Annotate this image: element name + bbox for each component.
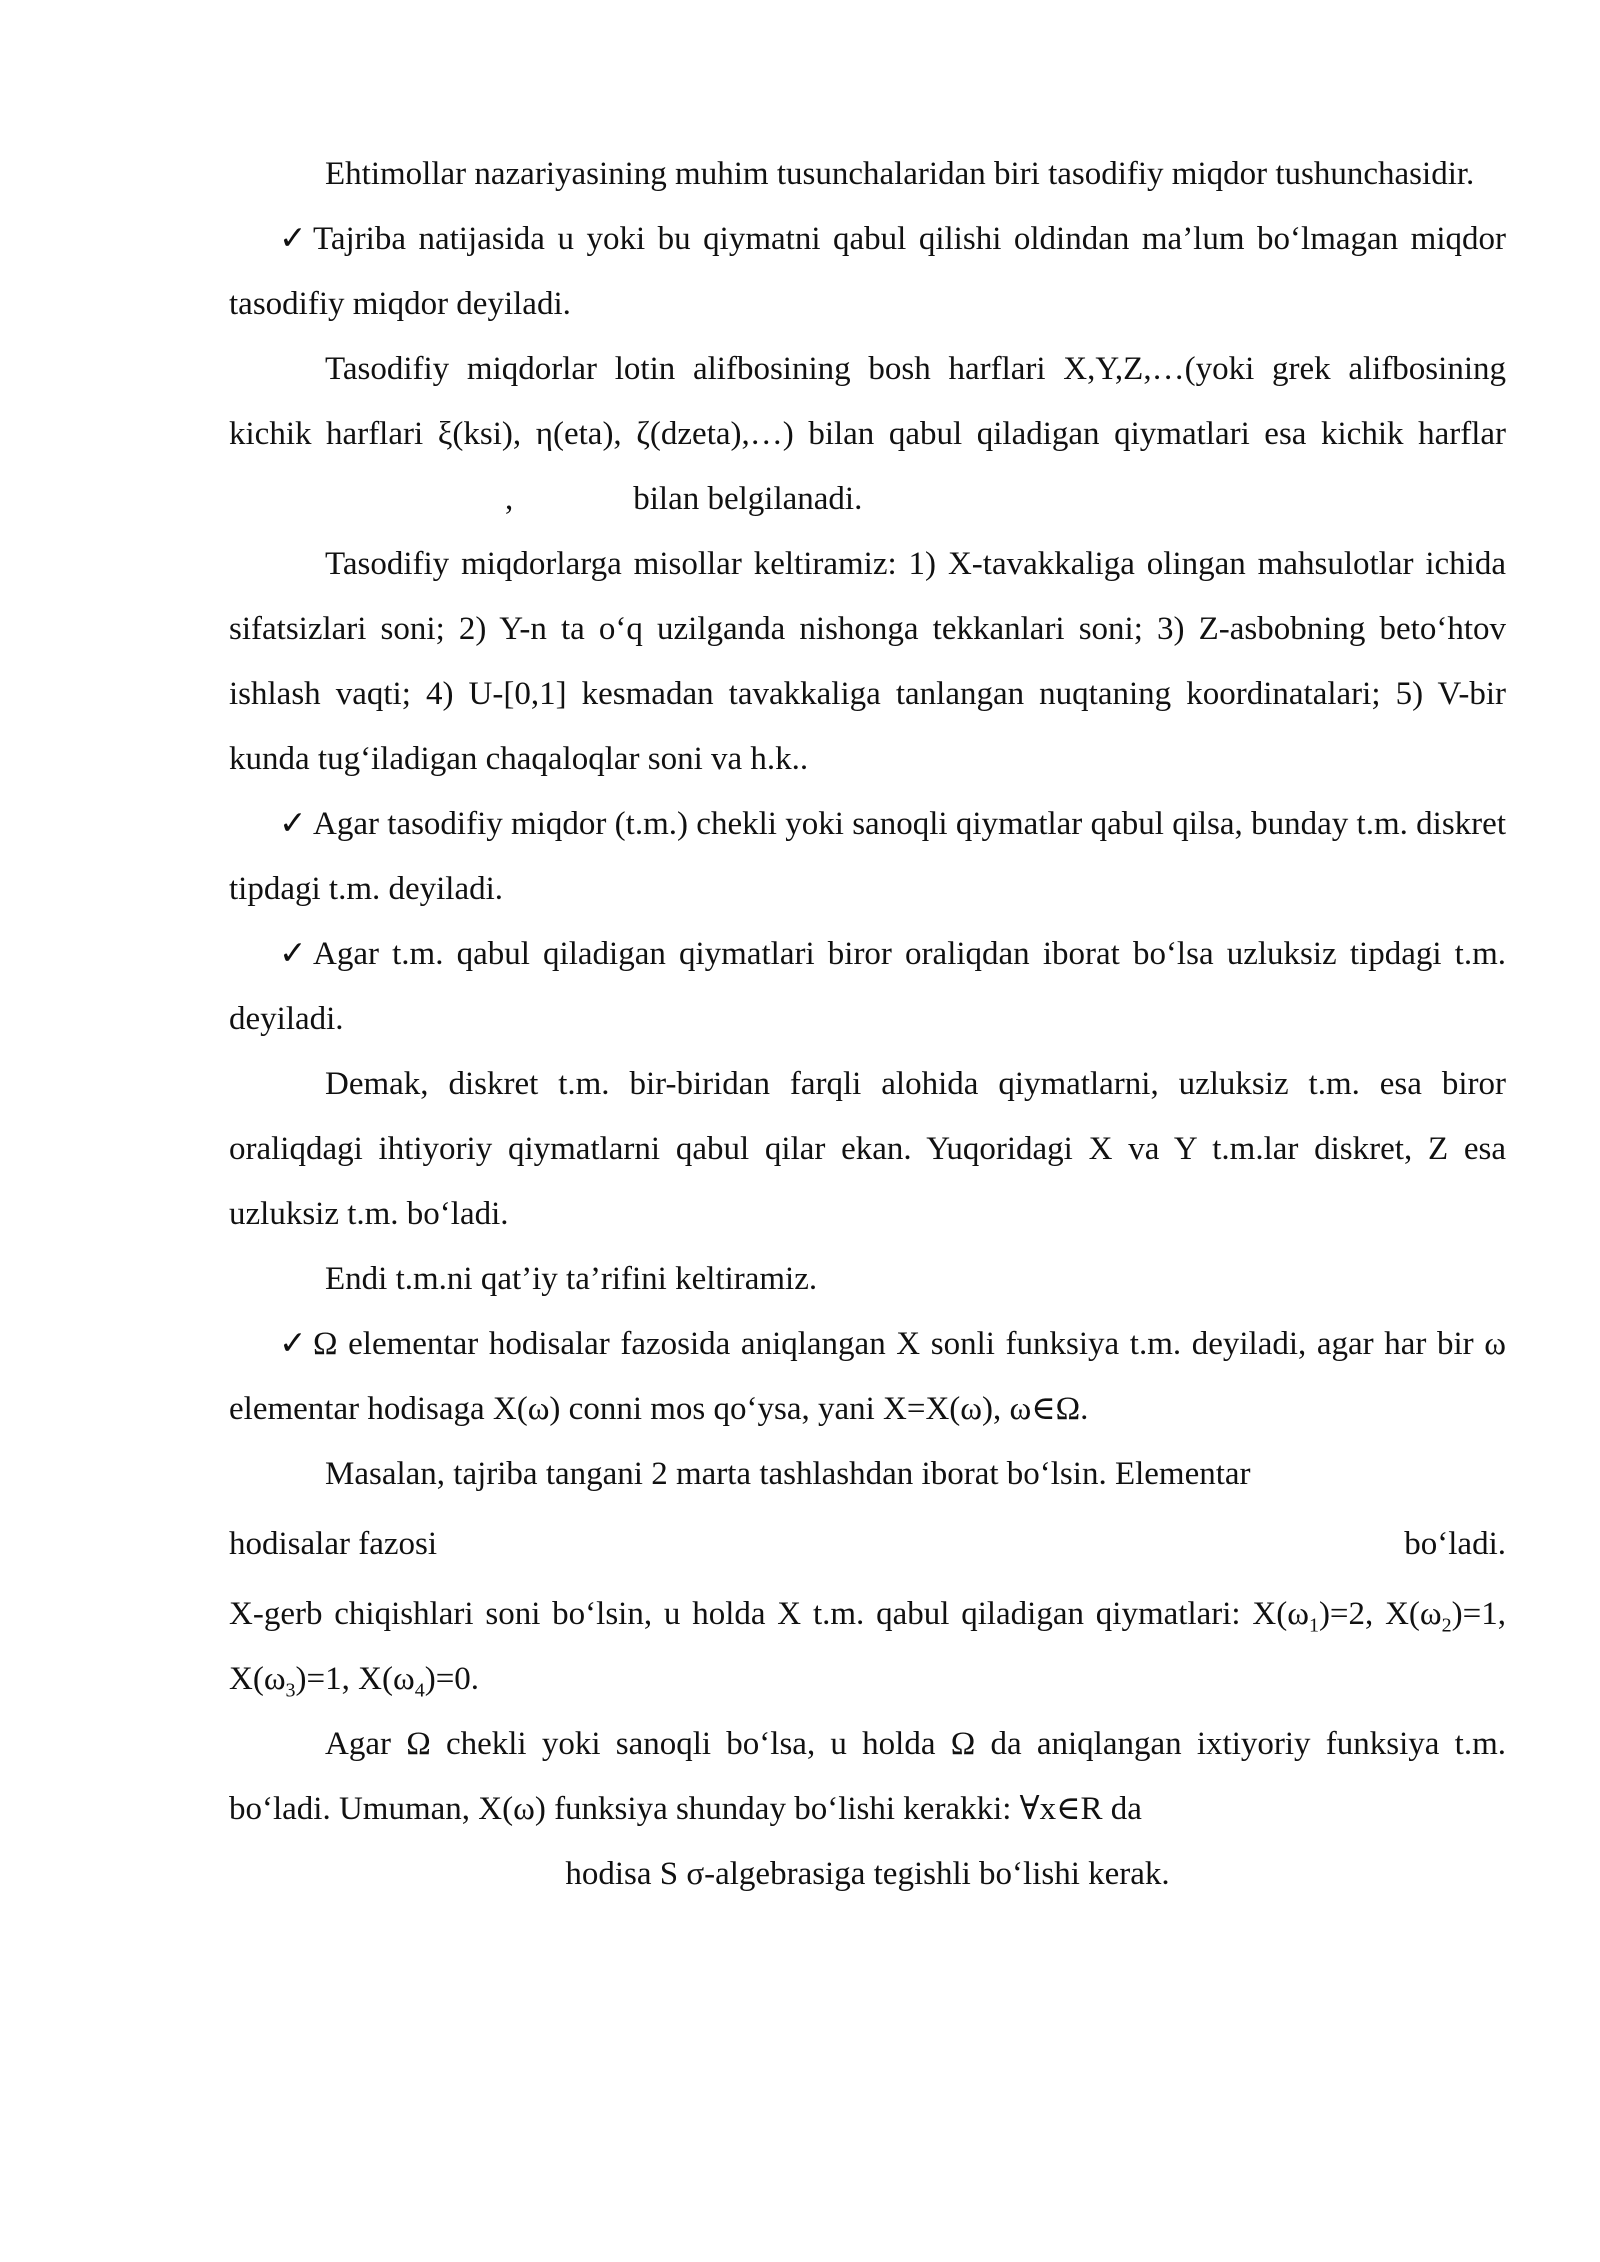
checkmark-icon: ✓ xyxy=(279,936,307,972)
paragraph-example-coin-line2 xyxy=(229,1507,1506,1582)
checkmark-icon: ✓ xyxy=(279,1326,307,1362)
sample-space-label: hodisalar fazosi xyxy=(229,1526,438,1562)
sample-space-tail: bo‘ladi. xyxy=(1404,1526,1506,1562)
values-text: )=1, X(ω xyxy=(295,1661,415,1697)
bullet-discrete-definition xyxy=(229,792,1506,922)
subscript: 1 xyxy=(1308,1614,1319,1637)
bullet-continuous-definition xyxy=(229,922,1506,1052)
values-text: X-gerb chiqishlari soni bo‘lsin, u holda X t.m. qabul qiladigan qiymatlari: X(ω xyxy=(229,1596,1309,1632)
notation-text: Tasodifiy miqdorlar lotin alifbosining bosh harflari X,Y,Z,…(yoki grek alifbosining kichik harflari ξ(ksi), η(eta), ζ(dzeta),…) bilan qabul qiladigan qiymatlari esa kichik harflar xyxy=(229,351,1506,452)
subscript: 3 xyxy=(285,1679,296,1702)
document-body xyxy=(229,142,1506,1907)
subscript: 2 xyxy=(1441,1614,1452,1637)
values-text: )=2, X(ω xyxy=(1318,1596,1442,1632)
paragraph-examples: Tasodifiy miqdorlarga misollar keltiramiz: 1) X-tavakkaliga olingan mahsulotlar ichida sifatsizlari soni; 2) Y-n ta o‘q uzilganda nishonga tekkanlari soni; 3) Z-asbobning beto‘htov ishlash vaqti; 4) U-[0,1] kesmadan tavakkaliga tanlangan nuqtaning koordinatalari; 5) V-bir kunda tug‘iladigan chaqaloqlar soni va h.k.. xyxy=(229,546,1506,777)
bullet-text: Agar tasodifiy miqdor (t.m.) chekli yoki sanoqli qiymatlar qabul qilsa, bunday t.m. diskret tipdagi t.m. deyiladi. xyxy=(229,806,1506,907)
bullet-text: Tajriba natijasida u yoki bu qiymatni qabul qilishi oldindan ma’lum bo‘lmagan miqdor tasodifiy miqdor deyiladi. xyxy=(229,221,1506,322)
bullet-text: Agar t.m. qabul qiladigan qiymatlari biror oraliqdan iborat bo‘lsa uzluksiz tipdagi t.m. deyiladi. xyxy=(229,936,1506,1037)
paragraph-example-values xyxy=(229,1582,1506,1712)
bullet-strict-definition xyxy=(229,1312,1506,1442)
paragraph-summary: Demak, diskret t.m. bir-biridan farqli alohida qiymatlarni, uzluksiz t.m. esa biror oraliqdagi ihtiyoriy qiymatlarni qabul qilar ekan. Yuqoridagi X va Y t.m.lar diskret, Z esa uzluksiz t.m. bo‘ladi. xyxy=(229,1066,1506,1232)
values-text: )=0. xyxy=(424,1661,480,1697)
paragraph-intro: Ehtimollar nazariyasining muhim tusunchalaridan biri tasodifiy miqdor tushunchasidir. xyxy=(325,156,1475,192)
paragraph-general-condition: Agar Ω chekli yoki sanoqli bo‘lsa, u holda Ω da aniqlangan ixtiyoriy funksiya t.m. bo‘ladi. Umuman, X(ω) funksiya shunday bo‘lishi kerakki: ∀x∈R da xyxy=(229,1726,1506,1827)
values-text: )=1, X(ω xyxy=(229,1596,1506,1697)
notation-tail: bilan belgilanadi. xyxy=(633,481,863,517)
paragraph-notation xyxy=(229,337,1506,532)
paragraph-example-coin: Masalan, tajriba tangani 2 marta tashlashdan iborat bo‘lsin. Elementar xyxy=(325,1456,1251,1492)
bullet-definition-random-variable xyxy=(229,207,1506,337)
subscript: 4 xyxy=(414,1679,425,1702)
paragraph-sigma-algebra: hodisa S σ-algebrasiga tegishli bo‘lishi kerak. xyxy=(565,1856,1170,1892)
notation-comma: , xyxy=(505,481,514,517)
checkmark-icon: ✓ xyxy=(279,221,307,257)
bullet-text: Ω elementar hodisalar fazosida aniqlangan X sonli funksiya t.m. deyiladi, agar har bir ω elementar hodisaga X(ω) conni mos qo‘ysa, yani X=X(ω), ω∈Ω. xyxy=(229,1326,1506,1427)
checkmark-icon: ✓ xyxy=(279,806,307,842)
paragraph-strict-definition-intro: Endi t.m.ni qat’iy ta’rifini keltiramiz. xyxy=(325,1261,818,1297)
